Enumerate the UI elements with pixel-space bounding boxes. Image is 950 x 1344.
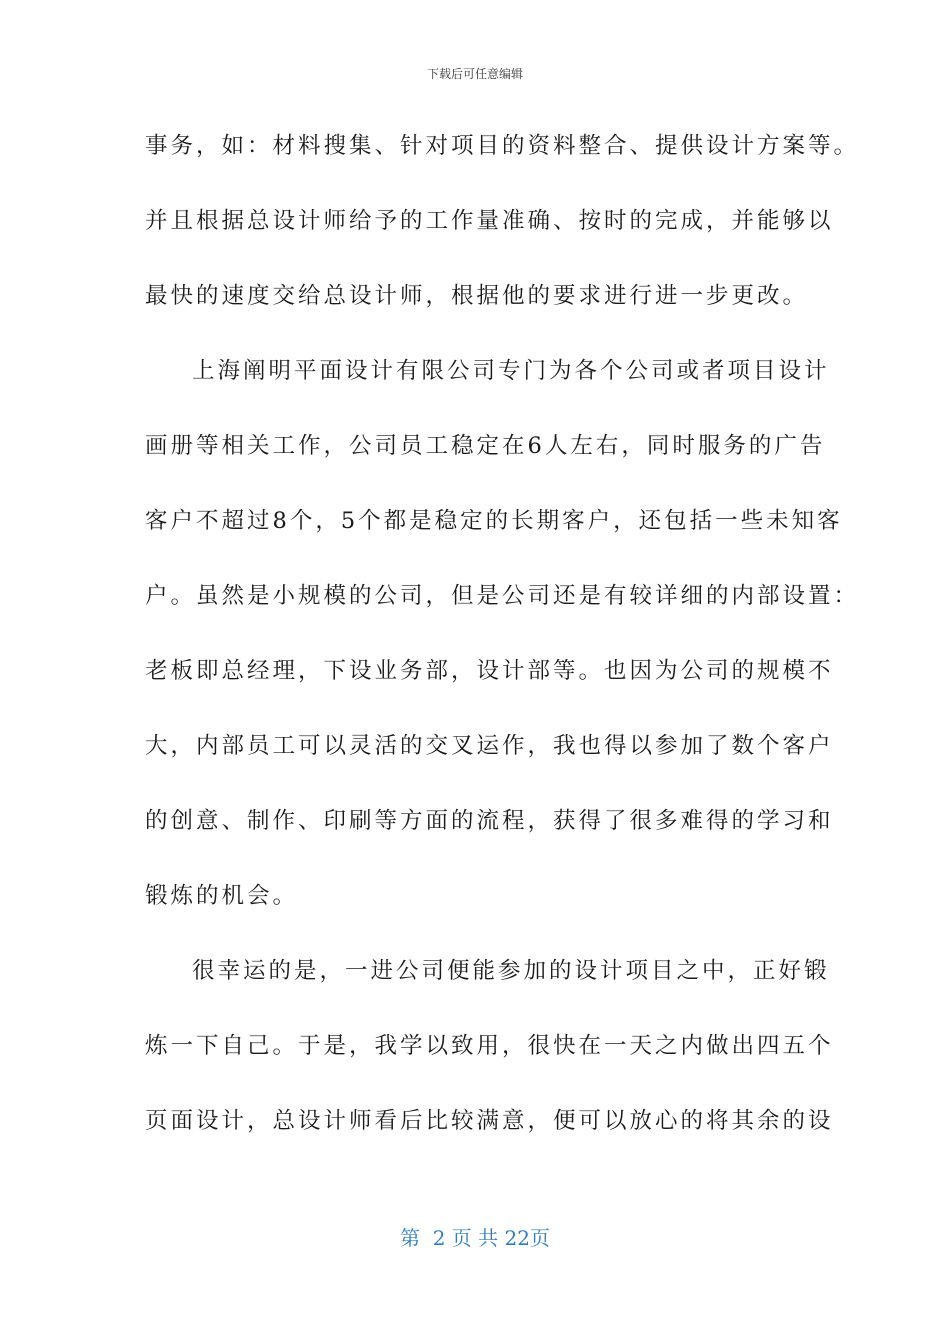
text-line: 客户不超过8个，5个都是稳定的长期客户，还包括一些未知客 [145,508,843,534]
page-number-footer: 第 2 页 共 22页 [400,1226,550,1250]
text-line: 页面设计，总设计师看后比较满意，便可以放心的将其余的设 [145,1108,834,1134]
text-line: 并且根据总设计师给予的工作量准确、按时的完成，并能够以 [145,208,834,234]
text-line: 事务，如：材料搜集、针对项目的资料整合、提供设计方案等。 [145,133,860,159]
page-header: 下载后可任意编辑 [426,67,523,81]
text-line: 炼一下自己。于是，我学以致用，很快在一天之内做出四五个 [145,1033,834,1059]
paragraph-start-line: 上海阐明平面设计有限公司专门为各个公司或者项目设计 [192,358,830,384]
body-text [145,123,860,1173]
text-line: 的创意、制作、印刷等方面的流程，获得了很多难得的学习和 [145,808,834,834]
text-line: 老板即总经理，下设业务部，设计部等。也因为公司的规模不 [145,658,834,684]
text-line: 锻炼的机会。 [145,883,299,909]
text-line: 户。虽然是小规模的公司，但是公司还是有较详细的内部设置： [145,583,860,609]
text-line: 画册等相关工作，公司员工稳定在6人左右，同时服务的广告 [145,433,826,459]
paragraph-start-line: 很幸运的是，一进公司便能参加的设计项目之中，正好锻 [192,958,830,984]
text-line: 大，内部员工可以灵活的交叉运作，我也得以参加了数个客户 [145,733,834,759]
text-line: 最快的速度交给总设计师，根据他的要求进行进一步更改。 [145,283,809,309]
